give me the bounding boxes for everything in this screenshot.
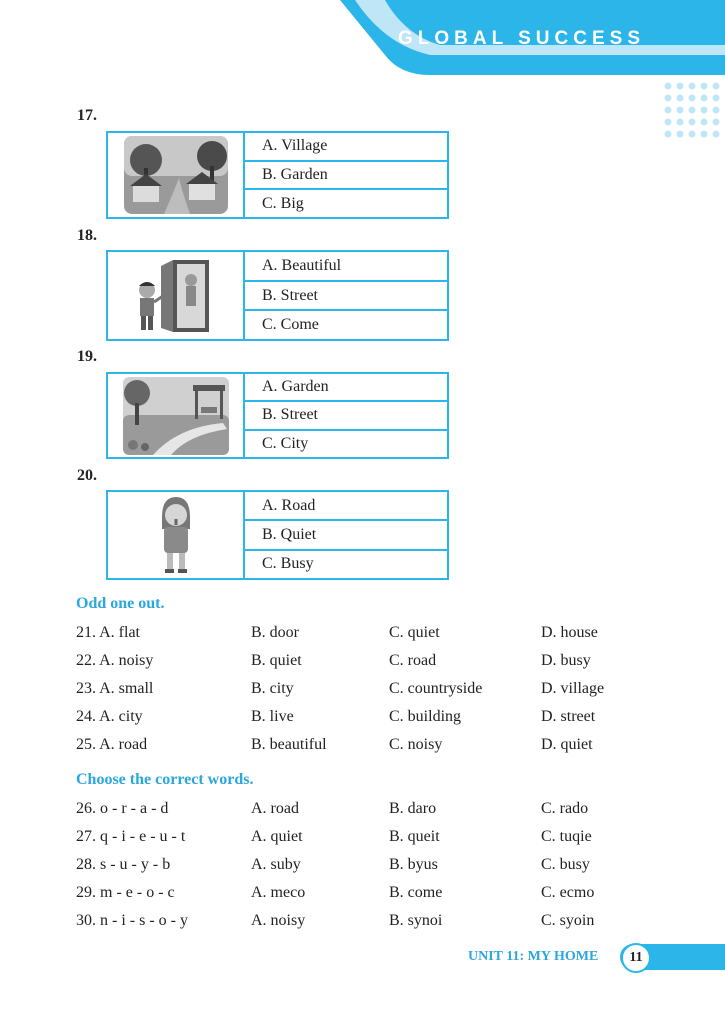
- question-17-image-cell: [108, 133, 245, 217]
- option-b[interactable]: B. come: [389, 884, 443, 901]
- question-number: 17.: [77, 107, 97, 124]
- option-c[interactable]: C. Busy: [262, 555, 314, 573]
- item-stem: 30. n - i - s - o - y: [76, 912, 188, 929]
- item-stem: 21. A. flat: [76, 624, 140, 641]
- option-b[interactable]: B. Street: [245, 282, 447, 312]
- odd-one-out-title: Odd one out.: [76, 595, 165, 612]
- exercise-row: [76, 912, 676, 934]
- option-b[interactable]: B. daro: [389, 800, 437, 817]
- option-d[interactable]: D. street: [541, 708, 596, 725]
- option-b[interactable]: B. queit: [389, 828, 440, 845]
- exercise-row: [76, 884, 676, 906]
- option-c[interactable]: C. City: [262, 434, 309, 452]
- option-a[interactable]: A. suby: [251, 856, 301, 873]
- option-d[interactable]: D. quiet: [541, 736, 593, 753]
- option-c[interactable]: C. noisy: [389, 736, 443, 753]
- option-c[interactable]: C. Big: [262, 194, 304, 212]
- exercise-row: [76, 680, 676, 702]
- village-scene-image: [124, 136, 228, 214]
- option-c[interactable]: C. rado: [541, 800, 589, 817]
- option-a[interactable]: A. quiet: [251, 828, 303, 845]
- option-b[interactable]: B. Quiet: [245, 521, 447, 550]
- exercise-row: [76, 624, 676, 646]
- question-19-table: [106, 372, 449, 459]
- option-c[interactable]: C. tuqie: [541, 828, 592, 845]
- option-b[interactable]: B. byus: [389, 856, 438, 873]
- option-c[interactable]: C. quiet: [389, 624, 440, 641]
- option-c[interactable]: C. countryside: [389, 680, 483, 697]
- option-a[interactable]: A. Village: [245, 133, 447, 162]
- option-b[interactable]: B. beautiful: [251, 736, 327, 753]
- exercise-row: [76, 652, 676, 674]
- option-c[interactable]: C. road: [389, 652, 437, 669]
- option-a[interactable]: A. Beautiful: [245, 252, 447, 282]
- question-20-image-cell: [108, 492, 245, 578]
- option-a[interactable]: A. meco: [251, 884, 306, 901]
- item-stem: 22. A. noisy: [76, 652, 154, 669]
- brand-title: GLOBAL SUCCESS: [397, 28, 645, 49]
- option-b[interactable]: B. Street: [245, 402, 447, 430]
- boy-at-door-image: [131, 256, 221, 336]
- item-stem: 24. A. city: [76, 708, 143, 725]
- option-b[interactable]: B. door: [251, 624, 299, 641]
- unit-title: UNIT 11: MY HOME: [468, 949, 599, 964]
- item-stem: 28. s - u - y - b: [76, 856, 171, 873]
- option-c[interactable]: C. building: [389, 708, 462, 725]
- exercise-row: [76, 708, 676, 730]
- question-19-image-cell: [108, 374, 245, 457]
- option-b[interactable]: B. synoi: [389, 912, 443, 929]
- option-d[interactable]: D. village: [541, 680, 605, 697]
- girl-shushing-image: [156, 495, 196, 575]
- option-b[interactable]: B. Garden: [245, 162, 447, 191]
- question-number: 19.: [77, 348, 97, 365]
- page-number: 11: [621, 943, 651, 973]
- exercise-row: [76, 800, 676, 822]
- exercise-row: [76, 828, 676, 850]
- option-a[interactable]: A. Garden: [245, 374, 447, 402]
- option-c[interactable]: C. Come: [262, 316, 319, 334]
- question-18-image-cell: [108, 252, 245, 339]
- exercise-row: [76, 736, 676, 758]
- option-d[interactable]: D. busy: [541, 652, 591, 669]
- exercise-row: [76, 856, 676, 878]
- garden-park-image: [123, 377, 229, 455]
- option-c[interactable]: C. ecmo: [541, 884, 595, 901]
- option-b[interactable]: B. live: [251, 708, 294, 725]
- item-stem: 25. A. road: [76, 736, 148, 753]
- question-number: 20.: [77, 467, 97, 484]
- item-stem: 27. q - i - e - u - t: [76, 828, 186, 845]
- option-a[interactable]: A. road: [251, 800, 299, 817]
- decorative-dots: [662, 80, 722, 140]
- option-a[interactable]: A. noisy: [251, 912, 306, 929]
- option-b[interactable]: B. city: [251, 680, 294, 697]
- option-b[interactable]: B. quiet: [251, 652, 302, 669]
- question-18-table: [106, 250, 449, 341]
- item-stem: 26. o - r - a - d: [76, 800, 169, 817]
- question-number: 18.: [77, 227, 97, 244]
- question-17-table: [106, 131, 449, 219]
- option-c[interactable]: C. syoin: [541, 912, 595, 929]
- option-a[interactable]: A. Road: [245, 492, 447, 521]
- option-c[interactable]: C. busy: [541, 856, 590, 873]
- question-20-table: [106, 490, 449, 580]
- correct-words-title: Choose the correct words.: [76, 771, 254, 788]
- item-stem: 29. m - e - o - c: [76, 884, 175, 901]
- item-stem: 23. A. small: [76, 680, 154, 697]
- option-d[interactable]: D. house: [541, 624, 598, 641]
